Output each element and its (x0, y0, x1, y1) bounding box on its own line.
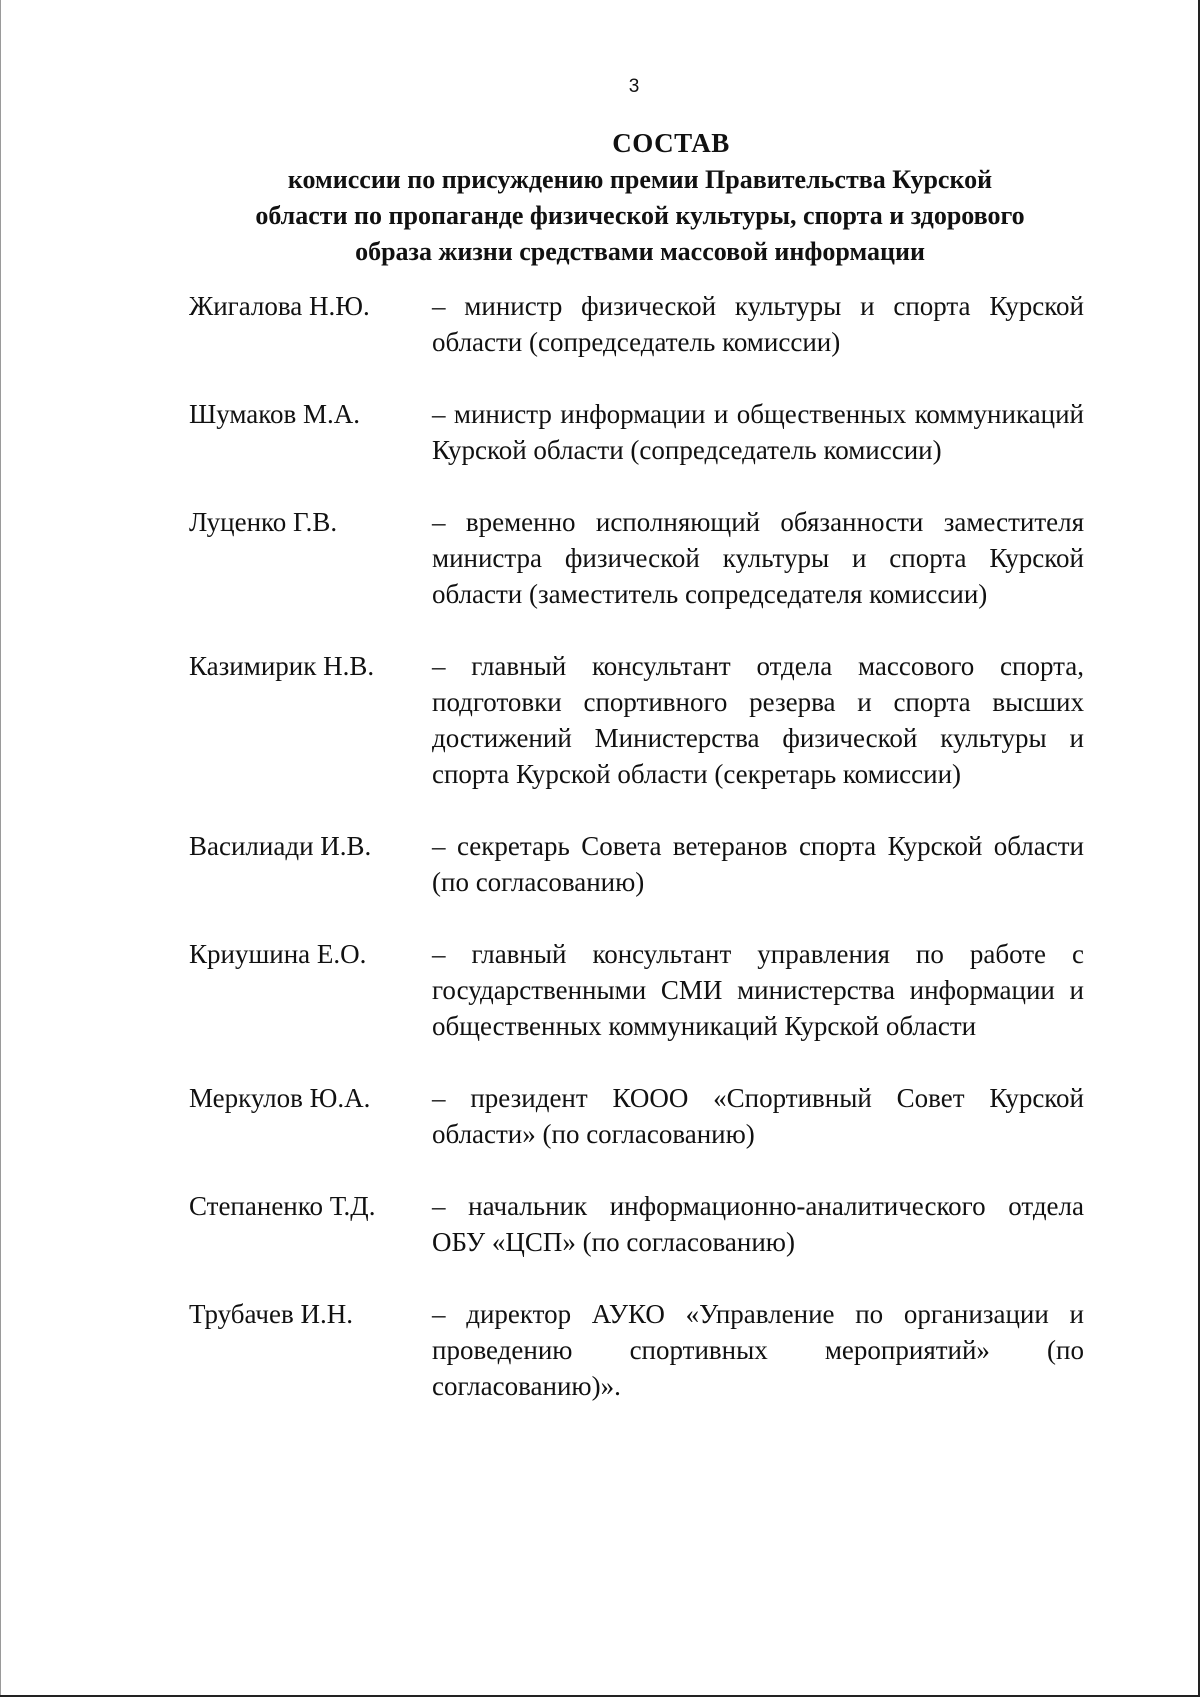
member-role: – временно исполняющий обязанности заместителя министра физической культуры и спорта Курской области (заместитель сопредседателя комиссии) (432, 507, 1084, 609)
member-row (189, 936, 1084, 1044)
member-name: Казимирик Н.В. (189, 651, 375, 681)
member-row (189, 828, 1084, 900)
member-name: Степаненко Т.Д. (189, 1191, 376, 1221)
commission-members-list (189, 288, 1084, 1404)
member-role: – секретарь Совета ветеранов спорта Курской области (по согласованию) (432, 831, 1084, 897)
subtitle-line: комиссии по присуждению премии Правительства Курской (287, 165, 993, 194)
member-role: – директор АУКО «Управление по организации и проведению спортивных мероприятий» (по согласованию)». (432, 1299, 1084, 1401)
member-name: Криушина Е.О. (189, 939, 367, 969)
member-name: Жигалова Н.Ю. (189, 291, 370, 321)
scan-edge-left (0, 0, 1, 1697)
member-role: – министр информации и общественных коммуникаций Курской области (сопредседатель комиссии) (432, 399, 1084, 465)
member-row (189, 396, 1084, 468)
member-row (189, 288, 1084, 360)
document-subtitle (190, 162, 1090, 270)
member-name: Шумаков М.А. (189, 399, 361, 429)
page-number: 3 (628, 76, 640, 97)
subtitle-line: образа жизни средствами массовой информации (355, 237, 925, 266)
subtitle-line: области по пропаганде физической культуры, спорта и здорового (255, 201, 1025, 230)
member-role: – главный консультант управления по работе с государственными СМИ министерства информации и общественных коммуникаций Курской области (432, 939, 1084, 1041)
member-name: Василиади И.В. (189, 831, 372, 861)
member-row (189, 648, 1084, 792)
member-name: Меркулов Ю.А. (189, 1083, 371, 1113)
member-name: Трубачев И.Н. (189, 1299, 353, 1329)
member-role: – президент КООО «Спортивный Совет Курской области» (по согласованию) (432, 1083, 1084, 1149)
member-role: – главный консультант отдела массового спорта, подготовки спортивного резерва и спорта высших достижений Министерства физической культуры и спорта Курской области (секретарь комиссии) (432, 651, 1084, 789)
member-row (189, 1080, 1084, 1152)
member-row (189, 504, 1084, 612)
document-title: СОСТАВ (612, 128, 730, 158)
member-name: Луценко Г.В. (189, 507, 338, 537)
member-role: – начальник информационно-аналитического отдела ОБУ «ЦСП» (по согласованию) (432, 1191, 1084, 1257)
member-row (189, 1188, 1084, 1260)
member-row (189, 1296, 1084, 1404)
member-role: – министр физической культуры и спорта Курской области (сопредседатель комиссии) (432, 291, 1084, 357)
